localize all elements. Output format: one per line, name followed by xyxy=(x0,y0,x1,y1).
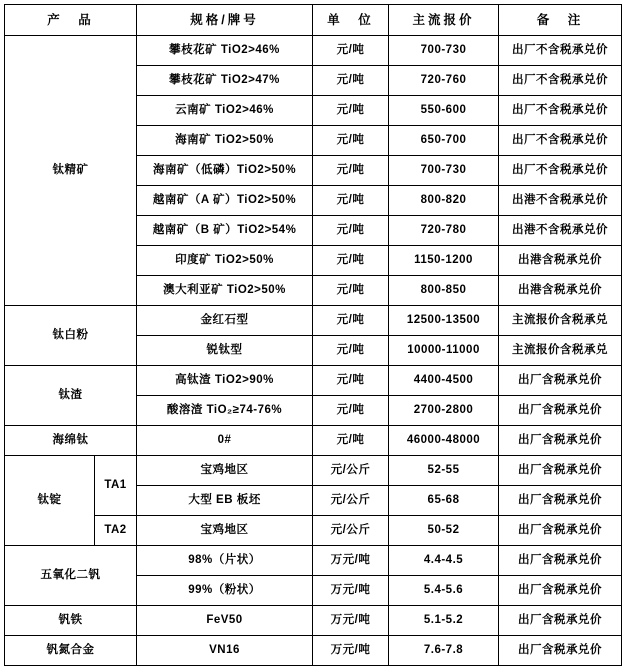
spec-cell: 海南矿 TiO2>50% xyxy=(137,126,313,156)
table-row xyxy=(5,516,622,546)
note-cell: 出厂含税承兑价 xyxy=(499,456,622,486)
spec-cell: 酸溶渣 TiO₂≥74-76% xyxy=(137,396,313,426)
unit-cell: 元/吨 xyxy=(313,216,389,246)
spec-cell: 宝鸡地区 xyxy=(137,456,313,486)
product-group-name: 钛精矿 xyxy=(5,36,137,306)
price-cell: 550-600 xyxy=(389,96,499,126)
price-cell: 1150-1200 xyxy=(389,246,499,276)
note-cell: 出厂不含税承兑价 xyxy=(499,36,622,66)
price-cell: 700-730 xyxy=(389,156,499,186)
price-cell: 50-52 xyxy=(389,516,499,546)
price-cell: 65-68 xyxy=(389,486,499,516)
unit-cell: 元/吨 xyxy=(313,36,389,66)
price-cell: 12500-13500 xyxy=(389,306,499,336)
table-row xyxy=(5,456,622,486)
note-cell: 出厂含税承兑价 xyxy=(499,606,622,636)
product-grade-cell: TA2 xyxy=(95,516,137,546)
product-group-name: 海绵钛 xyxy=(5,426,137,456)
unit-cell: 元/吨 xyxy=(313,396,389,426)
unit-cell: 元/公斤 xyxy=(313,486,389,516)
column-header-note: 备 注 xyxy=(499,5,622,36)
table-row xyxy=(5,426,622,456)
product-group-name: 钒铁 xyxy=(5,606,137,636)
unit-cell: 元/吨 xyxy=(313,366,389,396)
note-cell: 出厂不含税承兑价 xyxy=(499,156,622,186)
spec-cell: 0# xyxy=(137,426,313,456)
note-cell: 出厂不含税承兑价 xyxy=(499,126,622,156)
price-cell: 2700-2800 xyxy=(389,396,499,426)
titanium-price-table xyxy=(4,4,622,666)
column-header-spec: 规格/牌号 xyxy=(137,5,313,36)
note-cell: 主流报价含税承兑 xyxy=(499,306,622,336)
product-group-name: 钛白粉 xyxy=(5,306,137,366)
spec-cell: 98%（片状） xyxy=(137,546,313,576)
note-cell: 出港不含税承兑价 xyxy=(499,186,622,216)
unit-cell: 元/吨 xyxy=(313,186,389,216)
unit-cell: 元/吨 xyxy=(313,126,389,156)
price-cell: 4400-4500 xyxy=(389,366,499,396)
column-header-unit: 单 位 xyxy=(313,5,389,36)
product-group-name: 五氧化二钒 xyxy=(5,546,137,606)
note-cell: 出厂不含税承兑价 xyxy=(499,96,622,126)
spec-cell: 99%（粉状） xyxy=(137,576,313,606)
price-cell: 5.4-5.6 xyxy=(389,576,499,606)
unit-cell: 万元/吨 xyxy=(313,546,389,576)
note-cell: 出厂含税承兑价 xyxy=(499,396,622,426)
table-row xyxy=(5,636,622,666)
price-cell: 46000-48000 xyxy=(389,426,499,456)
unit-cell: 元/公斤 xyxy=(313,516,389,546)
note-cell: 出厂含税承兑价 xyxy=(499,426,622,456)
spec-cell: 越南矿（A 矿）TiO2>50% xyxy=(137,186,313,216)
price-cell: 4.4-4.5 xyxy=(389,546,499,576)
table-row xyxy=(5,546,622,576)
price-sheet xyxy=(4,4,621,666)
note-cell: 出港含税承兑价 xyxy=(499,246,622,276)
note-cell: 出厂含税承兑价 xyxy=(499,576,622,606)
unit-cell: 元/吨 xyxy=(313,96,389,126)
note-cell: 出厂含税承兑价 xyxy=(499,636,622,666)
spec-cell: 攀枝花矿 TiO2>47% xyxy=(137,66,313,96)
spec-cell: 印度矿 TiO2>50% xyxy=(137,246,313,276)
price-cell: 720-760 xyxy=(389,66,499,96)
unit-cell: 元/吨 xyxy=(313,276,389,306)
note-cell: 出港含税承兑价 xyxy=(499,276,622,306)
unit-cell: 元/吨 xyxy=(313,336,389,366)
table-header xyxy=(5,5,622,36)
column-header-product: 产 品 xyxy=(5,5,137,36)
unit-cell: 万元/吨 xyxy=(313,576,389,606)
spec-cell: 金红石型 xyxy=(137,306,313,336)
table-row xyxy=(5,366,622,396)
spec-cell: 大型 EB 板坯 xyxy=(137,486,313,516)
spec-cell: 云南矿 TiO2>46% xyxy=(137,96,313,126)
unit-cell: 元/吨 xyxy=(313,156,389,186)
table-row xyxy=(5,36,622,66)
note-cell: 出厂含税承兑价 xyxy=(499,486,622,516)
spec-cell: VN16 xyxy=(137,636,313,666)
price-cell: 7.6-7.8 xyxy=(389,636,499,666)
product-group-name: 钒氮合金 xyxy=(5,636,137,666)
spec-cell: 澳大利亚矿 TiO2>50% xyxy=(137,276,313,306)
table-body xyxy=(5,36,622,666)
price-cell: 5.1-5.2 xyxy=(389,606,499,636)
unit-cell: 元/吨 xyxy=(313,306,389,336)
column-header-price: 主流报价 xyxy=(389,5,499,36)
product-grade-cell: TA1 xyxy=(95,456,137,516)
spec-cell: 攀枝花矿 TiO2>46% xyxy=(137,36,313,66)
spec-cell: 高钛渣 TiO2>90% xyxy=(137,366,313,396)
note-cell: 出厂含税承兑价 xyxy=(499,516,622,546)
spec-cell: FeV50 xyxy=(137,606,313,636)
price-cell: 10000-11000 xyxy=(389,336,499,366)
note-cell: 主流报价含税承兑 xyxy=(499,336,622,366)
product-group-name: 钛锭 xyxy=(5,456,95,546)
unit-cell: 元/公斤 xyxy=(313,456,389,486)
note-cell: 出港不含税承兑价 xyxy=(499,216,622,246)
unit-cell: 元/吨 xyxy=(313,426,389,456)
price-cell: 650-700 xyxy=(389,126,499,156)
spec-cell: 海南矿（低磷）TiO2>50% xyxy=(137,156,313,186)
product-group-name: 钛渣 xyxy=(5,366,137,426)
price-cell: 52-55 xyxy=(389,456,499,486)
header-row xyxy=(5,5,622,36)
note-cell: 出厂不含税承兑价 xyxy=(499,66,622,96)
unit-cell: 万元/吨 xyxy=(313,606,389,636)
price-cell: 800-820 xyxy=(389,186,499,216)
price-cell: 800-850 xyxy=(389,276,499,306)
unit-cell: 万元/吨 xyxy=(313,636,389,666)
spec-cell: 宝鸡地区 xyxy=(137,516,313,546)
note-cell: 出厂含税承兑价 xyxy=(499,366,622,396)
table-row xyxy=(5,606,622,636)
price-cell: 720-780 xyxy=(389,216,499,246)
price-cell: 700-730 xyxy=(389,36,499,66)
unit-cell: 元/吨 xyxy=(313,246,389,276)
note-cell: 出厂含税承兑价 xyxy=(499,546,622,576)
table-row xyxy=(5,306,622,336)
unit-cell: 元/吨 xyxy=(313,66,389,96)
spec-cell: 锐钛型 xyxy=(137,336,313,366)
spec-cell: 越南矿（B 矿）TiO2>54% xyxy=(137,216,313,246)
